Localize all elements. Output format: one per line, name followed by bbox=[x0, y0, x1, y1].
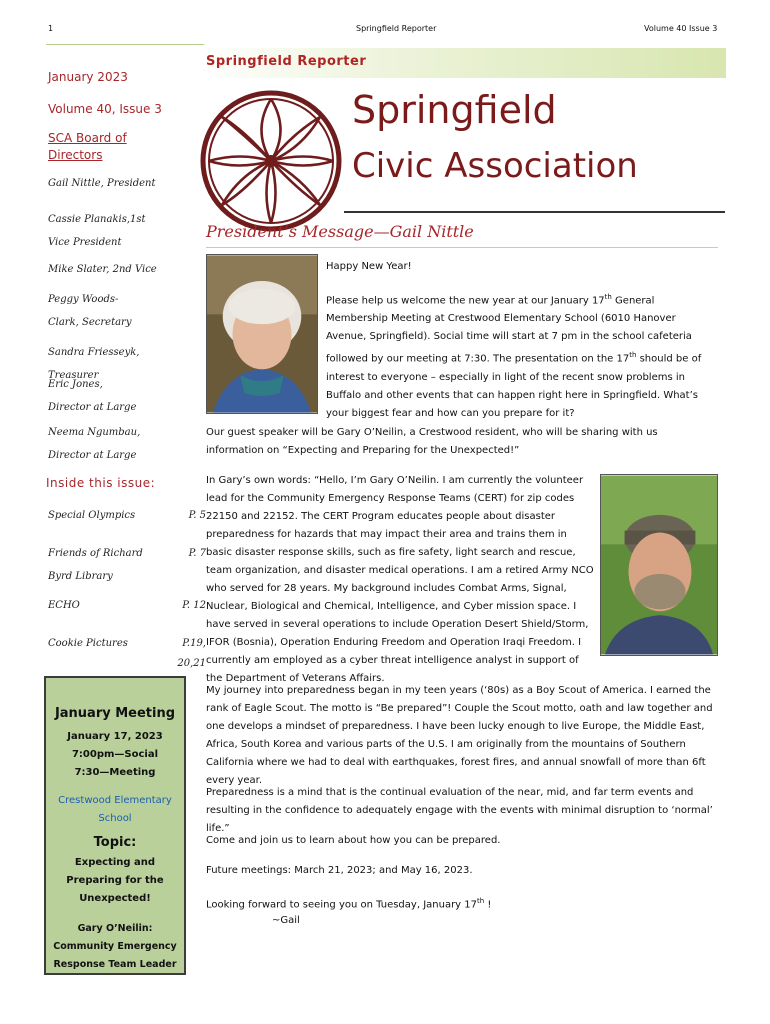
masthead-rule bbox=[344, 211, 725, 213]
paragraph: In Gary’s own words: “Hello, I’m Gary O’Neilin. I am currently the volunteer lead for the Community Emergency Response Teams (CERT) for zip codes 22150 and 22152. The CERT Program educates people about disaster preparedness for hazards that may impact their area and trains them in basic disaster response skills, such as fire safety, light search and rescue, team organization, and disaster medical operations. I am a retired Army NCO who served for 28 years. My background includes Combat Arms, Signal, Nuclear, Biological and Chemical, Intelligence, and Cyber mission space. I have served in several operations to include Operation Desert Shield/Storm, IFOR (Bosnia), Operation Enduring Freedom and Operation Iraqi Freedom. I currently am employed as a cyber threat intelligence analyst in support of the Department of Veterans Affairs. bbox=[206, 475, 594, 684]
president-photo bbox=[206, 254, 318, 414]
toc-item-title: Friends of Richard Byrd Library bbox=[48, 548, 143, 582]
paragraph: Future meetings: March 21, 2023; and May 16, 2023. bbox=[206, 865, 473, 876]
paragraph bbox=[206, 892, 718, 914]
meeting-info-box bbox=[44, 676, 186, 975]
inside-issue-heading: Inside this issue: bbox=[46, 476, 156, 490]
header-volume-issue: Volume 40 Issue 3 bbox=[644, 24, 718, 33]
masthead-line-1: Springfield bbox=[352, 88, 557, 132]
sca-wheel-logo-icon bbox=[200, 90, 342, 232]
toc-item-title: Cookie Pictures bbox=[48, 638, 128, 649]
meeting-social-time: 7:00pm—Social bbox=[71, 749, 159, 760]
director-entry: Neema Ngumbau, Director at Large bbox=[48, 427, 141, 461]
meeting-topic: Expecting and Preparing for the Unexpected! bbox=[66, 857, 164, 904]
toc-item-page: P. 7 bbox=[188, 548, 206, 559]
paragraph: My journey into preparedness began in my teen years (‘80s) as a Boy Scout of America. I earned the rank of Eagle Scout. The motto is “Be prepared”! Couple the Scout motto, oath and law together and one develops a mindset of preparedness. I have been lucky enough to live Europe, the Middle East, Africa, South Korea and various parts of the U.S. I am originally from the mountains of Southern California where we had to deal with earthquakes, forest fires, and annual snowfall of more than 6ft every year. bbox=[206, 685, 713, 786]
article-intro bbox=[326, 258, 718, 423]
paragraph-text: General Membership Meeting at Crestwood Elementary School (6010 Hanover Avenue, Springfield). Social time will start at 7 pm in the school cafeteria followed by our meeting at 7:30. The presentation on the 17 bbox=[326, 295, 692, 365]
paragraph-text: Please help us welcome the new year at our January 17 bbox=[326, 295, 605, 307]
paragraph bbox=[326, 288, 718, 423]
masthead-line-2: Civic Association bbox=[352, 146, 638, 186]
article-title: President’s Message—Gail Nittle bbox=[206, 222, 474, 241]
issue-volume: Volume 40, Issue 3 bbox=[48, 102, 162, 116]
signoff: ~Gail bbox=[272, 915, 300, 926]
director-entry: Peggy Woods-Clark, Secretary bbox=[48, 294, 132, 328]
paragraph-text: should be of interest to everyone – especially in light of the recent snow problems in Buffalo and other events that can happen right here in Springfield. What’s your biggest fear and how can you prepare for it? bbox=[326, 353, 702, 419]
superscript: th bbox=[477, 897, 485, 905]
meeting-date: January 17, 2023 bbox=[67, 731, 163, 742]
issue-date: January 2023 bbox=[48, 70, 128, 84]
toc-item-title: Special Olympics bbox=[48, 510, 136, 521]
toc-item-page: P. 12 bbox=[182, 600, 206, 611]
speaker-photo bbox=[600, 474, 718, 656]
toc-item-title: ECHO bbox=[48, 600, 80, 611]
director-entry: Gail Nittle, President bbox=[48, 178, 156, 189]
director-entry: Eric Jones, Director at Large bbox=[48, 379, 137, 413]
greeting: Happy New Year! bbox=[326, 261, 412, 272]
superscript: th bbox=[604, 293, 612, 301]
banner-title: Springfield Reporter bbox=[206, 54, 367, 69]
director-entry: Mike Slater, 2nd Vice bbox=[48, 264, 157, 275]
meeting-start-time: 7:30—Meeting bbox=[74, 767, 156, 778]
superscript: th bbox=[629, 351, 637, 360]
header-rule bbox=[46, 44, 204, 45]
page-number: 1 bbox=[48, 24, 54, 33]
director-entry: Cassie Planakis,1st Vice President bbox=[48, 214, 146, 248]
paragraph: Preparedness is a mind that is the continual evaluation of the near, mid, and far term events and resulting in the confidence to adequately engage with the events with minimal disruption to ‘normal’ life.” bbox=[206, 787, 713, 834]
toc-item-page: P.19, 20,21 bbox=[177, 638, 206, 669]
meeting-location: Crestwood Elementary School bbox=[58, 795, 172, 824]
paragraph-text: Looking forward to seeing you on Tuesday, January 17 bbox=[206, 899, 478, 911]
paragraph: Our guest speaker will be Gary O’Neilin, a Crestwood resident, who will be sharing with us information on “Expecting and Preparing for the Unexpected!” bbox=[206, 427, 658, 456]
article-title-rule bbox=[206, 247, 718, 248]
paragraph-text: ! bbox=[484, 899, 492, 911]
topic-heading: Topic: bbox=[93, 835, 137, 850]
meeting-title: January Meeting bbox=[54, 706, 176, 721]
toc-item-page: P. 5 bbox=[188, 510, 206, 521]
director-entry: Sandra Friesseyk, Treasurer bbox=[48, 347, 140, 381]
paragraph: Come and join us to learn about how you can be prepared. bbox=[206, 835, 501, 846]
board-of-directors-link[interactable]: SCA Board of Directors bbox=[48, 131, 127, 162]
meeting-speaker: Gary O’Neilin: Community Emergency Response Team Leader bbox=[53, 923, 177, 970]
running-title: Springfield Reporter bbox=[356, 24, 437, 33]
